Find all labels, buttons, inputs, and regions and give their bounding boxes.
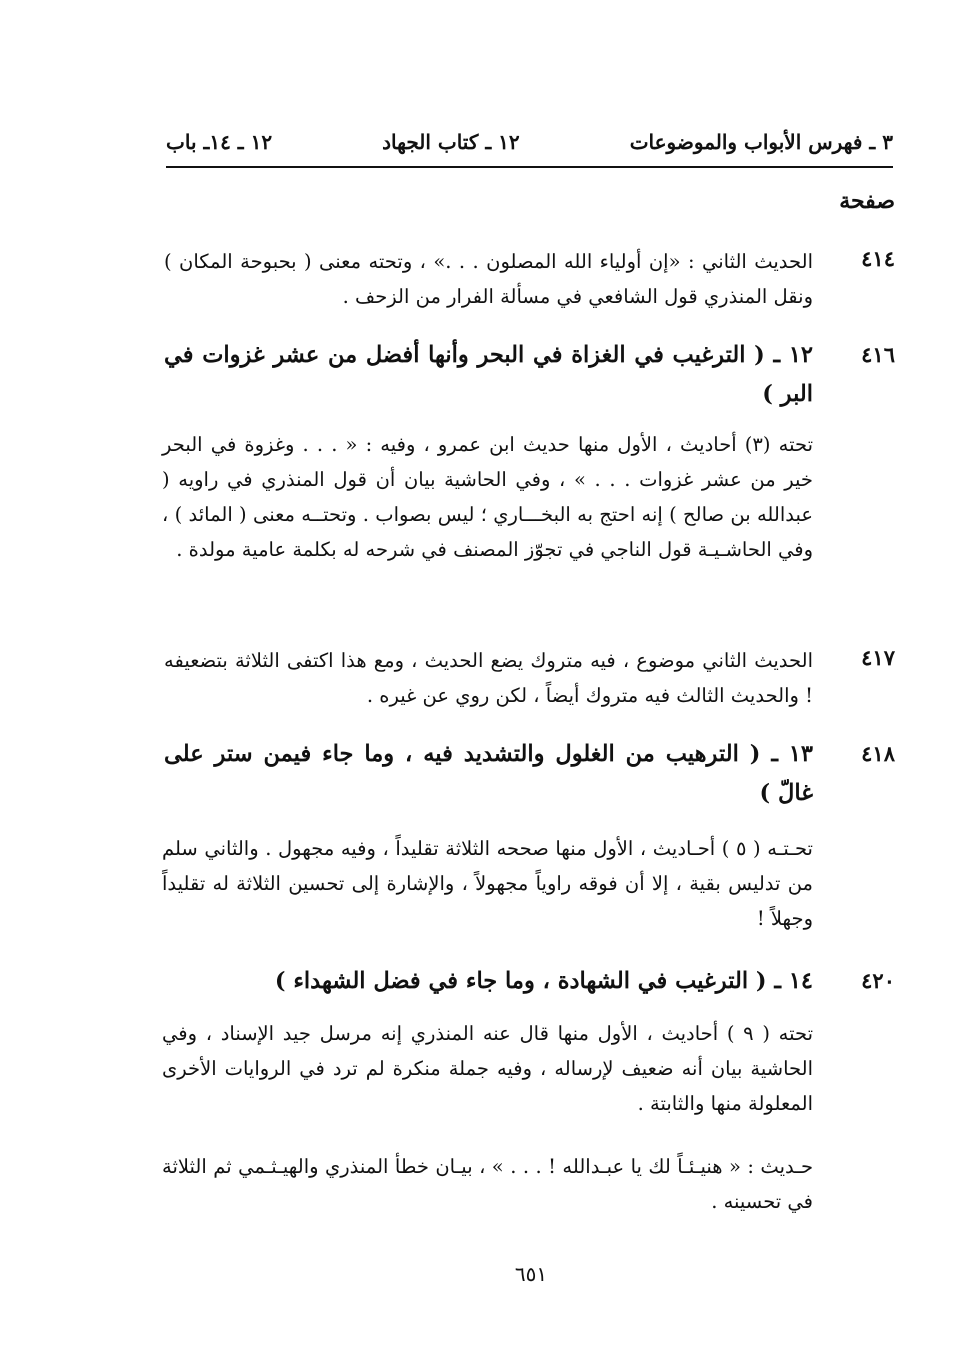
entry-text: الحديث الثاني : «إن أولياء الله المصلون . . .» ، وتحته معنى ( بحبوحة المكان ) ونقل المنذري قول الشافعي في مسألة الفرار من الزحف . (164, 250, 813, 308)
section-heading-text: ١٢ ـ ( الترغيب في الغزاة في البحر وأنها أفضل من عشر غزوات في البر ) (164, 342, 813, 407)
section-description: حـديث : « هنيـئـاً لك يا عبـدالله ! . . . » ، بيـان خطأ المنذري والهيـثـمي ثم الثلاثة في تحسينه . (162, 1155, 813, 1213)
section-description: تحته (٣) أحاديث ، الأول منها حديث ابن عمرو ، وفيه : « . . . وغزوة في البحر خير من عشر غزوات . . . » ، وفي الحاشية بيان أن قول المنذري في راويه ( عبدالله بن صالح ) إنه احتج به البخـــاري ؛ ليس بصواب . وتحتــه معنى ( المائد ) ، وفي الحاشـيـة قول الناجي في تجوّز المصنف في شرحه له بكلمة عامية مولدة . (162, 433, 813, 561)
header-book-title: ١٢ ـ كتاب الجهاد (382, 130, 520, 154)
running-header (166, 124, 893, 160)
header-divider (166, 166, 893, 168)
section-heading-text: ١٣ ـ ( الترهيب من الغلول والتشديد فيه ، وما جاء فيمن ستر على غالّ ) (164, 741, 813, 806)
header-chapter-title: ٣ ـ فهرس الأبواب والموضوعات (629, 130, 893, 154)
entry-page-number: ٤١٦ (861, 342, 895, 367)
header-chapter-range: ١٢ ـ ١٤ـ باب (166, 130, 273, 154)
page-column-label: صفحة (839, 188, 895, 214)
page-number: ٦٥١ (514, 1262, 548, 1286)
entry-page-number: ٤١٨ (861, 741, 895, 766)
section-description: تحته ( ٩ ) أحاديث ، الأول منها قال عنه المنذري إنه مرسل جيد الإسناد ، وفي الحاشية بيان أنه ضعيف لإرساله ، وفيه جملة منكرة لم ترد في الروايات الأخرى المعلولة منها والثابتة . (162, 1022, 813, 1115)
entry-page-number: ٤١٤ (861, 246, 895, 271)
entry-page-number: ٤١٧ (861, 645, 895, 670)
section-heading-text: ١٤ ـ ( الترغيب في الشهادة ، وما جاء في فضل الشهداء ) (274, 968, 813, 994)
section-description: تحـتـه ( ٥ ) أحـاديث ، الأول منها صححه الثلاثة تقليداً ، وفيه مجهول . والثاني سلم من تدليس بقية ، إلا أن فوقه راوياً مجهولاً ، والإشارة إلى تحسين الثلاثة له تقليداً وجهلاً ! (162, 837, 813, 930)
entry-text: الحديث الثاني موضوع ، فيه متروك يضع الحديث ، ومع هذا اكتفى الثلاثة بتضعيفه ! والحديث الثالث فيه متروك أيضاً ، لكن روي عن غيره . (164, 649, 813, 707)
entry-page-number: ٤٢٠ (861, 968, 895, 993)
